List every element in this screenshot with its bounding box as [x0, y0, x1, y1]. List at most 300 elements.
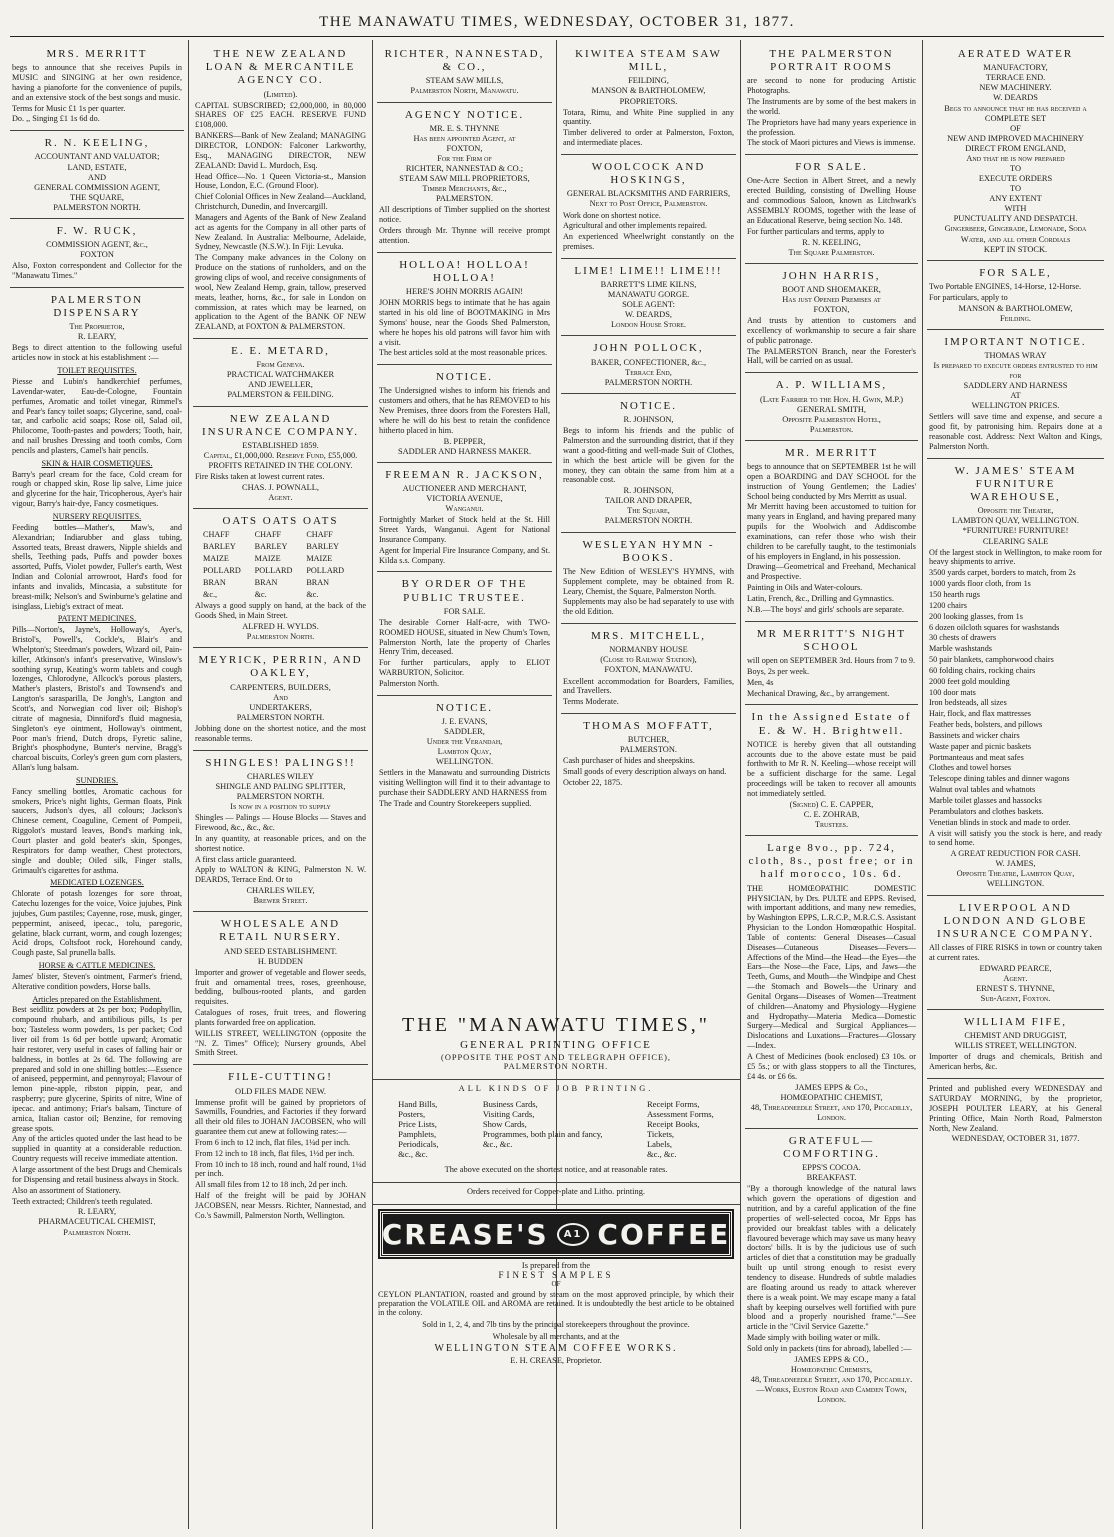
ad-line: LAMBTON QUAY, WELLINGTON.	[951, 516, 1080, 526]
ad-line: Opposite the Theatre,	[977, 506, 1054, 516]
job-column	[483, 1099, 603, 1159]
ad-grid-cell: MAIZE	[254, 554, 281, 564]
ad-line: COMPLETE SET	[984, 113, 1047, 123]
ad-heading: MR. MERRITT	[785, 446, 878, 459]
ad-line: Palmerston North, Manawatu.	[410, 86, 519, 96]
ad-woolcock	[561, 155, 736, 259]
ad-paragraph: Managers and Agents of the Bank of New Zealand act as agents for the Company in all other parts of New Zealand. In Australia: Melbourne, Adelaide, Sydney, Newcastle (N.S.W.). In Fiji: Levuka.	[195, 212, 366, 252]
ad-heading: FOR SALE.	[795, 161, 868, 174]
ad-signature: HOMŒOPATHIC CHEMIST,	[780, 1092, 883, 1102]
column-1	[10, 42, 184, 1529]
ad-pepper	[377, 365, 552, 463]
ad-paragraph: 1200 chairs	[929, 600, 967, 610]
ad-signature: 48, Threadneedle Street, and 170, Piccadilly.—Works, Euston Road and Camden Town, London.	[750, 1374, 913, 1405]
ad-trustee	[377, 572, 552, 695]
section-text: Pills—Norton's, Jayne's, Holloway's, Ayer's, Bristol's, Powell's, Cockle's, Blair's and Whelpton's; Steedman's powders, Wizard oil, Pain-killer, Atkinson's infant's preservative, Winslow's soothing syrup, Keating's worm tablets and cough lozenges, Chlorodyne, Allcock's porous plasters, Mather's plasters, Bristol's and Townsend's and Langton's sarasparilla, De Jongh's, Langton and Scott's, and Norwegian cod liver oil; Bishop's citrate of magnesia, Dinniford's fluid magnesia, Singleton's eye ointment, Holloway's ointment, Poor man's friend, Dutch drops, Fyretic saline, Bright's phosphodyne, Bunter's nervine, Bragg's charcoal biscuits, Corley's green gum corn plasters, Allan's lung balsam.	[12, 625, 182, 773]
ad-paragraph: Venetian blinds in stock and made to order.	[929, 817, 1071, 827]
ad-signature: Trustees.	[814, 820, 849, 830]
ad-line: STEAM SAW MILLS,	[425, 76, 504, 86]
ad-line: Water, and all other Cordials	[960, 234, 1071, 244]
section-title: SUNDRIES.	[75, 775, 119, 785]
ad-paragraph: Head Office—No. 1 Queen Victoria-st., Mansion House, London, E.C. (Ground Floor).	[195, 171, 366, 191]
ad-pollock	[561, 336, 736, 393]
job-item: Show Cards,	[482, 1119, 527, 1129]
ad-agency	[377, 103, 552, 253]
section-title: SKIN & HAIR COSMETIQUES.	[41, 458, 153, 468]
ad-meyrick	[193, 648, 368, 750]
ad-paragraph: 2000 feet gold moulding	[929, 676, 1010, 686]
ad-signature: The Square,	[627, 506, 670, 516]
column-5	[745, 42, 918, 1529]
ad-heading: MR MERRITT'S NIGHT SCHOOL	[756, 627, 907, 653]
ad-signature: PALMERSTON NORTH.	[604, 516, 693, 526]
job-item: Visiting Cards,	[482, 1109, 535, 1119]
section-text: Feeding bottles—Mather's, Maw's, and Alexandrian; Indiarubber and glass tubing, Assorted teats, Breast drawers, Nipple shields and shells, Teething pads, Puffs and powder boxes assorted, Puffs, Violet powder, Fuller's earth, West Indian and Colonial arrowroot, Hard's food for infants and invalids, Mincasia, a substitute for breast-milk; Nelson's and Swinburne's gelatine and isinglass, Liebig's extract of meat.	[12, 522, 182, 611]
ad-paragraph: From 12 inch to 18 inch, flat files, 1½d per inch.	[195, 1148, 355, 1158]
ad-line: BARRETT'S LIME KILNS,	[600, 280, 697, 290]
ad-heading: AERATED WATER	[957, 48, 1074, 60]
ad-paragraph: Any of the articles quoted under the last head to be supplied in quantity at a considerable reduction. Country requests will receive immediate attention.	[12, 1134, 182, 1164]
ad-line: *FURNITURE! FURNITURE!	[962, 526, 1069, 536]
ad-paragraph: Half of the freight will be paid by JOHAN JACOBSEN, near Messrs. Richter, Nannestad, and Co.'s Sawmill, Palmerston North, Wellington.	[195, 1191, 366, 1220]
section-text: James' blister, Steven's ointment, Farmer's friend, Alterative condition powders, Horse balls.	[12, 971, 182, 991]
ad-paragraph: begs to announce that on SEPTEMBER 1st he will open a BOARDING and DAY SCHOOL for the instruction of Young Gentlemen; the Ladies' School being conducted by Mrs Merritt as usual.	[747, 462, 916, 501]
section-text: Piesse and Lubin's handkerchief perfumes, Lavendar-water, Eau-de-Cologne, Fountain perfumes, Aromatic and toilet vinegar, Rimmel's and Pear's fancy toilet soaps; Glycerine, sand, coal-tar, and carbolic acid soaps; Rose oil, Salad oil, Philocome, Tooth-pastes and powders; Tooth, hair, and nail brushes Dressing and tooth combs, Corn pencils and plasters, Camel's hair pencils.	[12, 377, 182, 455]
ad-line: AT	[1010, 391, 1021, 401]
ad-line: LAND, ESTATE,	[67, 162, 127, 172]
section-text: Barry's pearl cream for the face, Cold cream for rough or chapped skin, Rose lip salve, Lime juice and glycerine for the hair, Tricopherous, Ayer's hair vigour, Barry's hair-dye, Fancy cosmetiques.	[12, 469, 182, 509]
job-item: Receipt Forms,	[646, 1099, 700, 1109]
ad-signature: JAMES EPPS & CO.,	[794, 1354, 869, 1364]
ad-line: BREAKFAST.	[806, 1173, 857, 1183]
ad-paragraph: Perambulators and clothes baskets.	[929, 806, 1044, 816]
ad-line: PALMERSTON NORTH.	[236, 712, 325, 722]
ad-line: SOLE AGENT:	[622, 300, 675, 310]
ad-wray	[927, 330, 1104, 459]
ad-line: THE SQUARE,	[70, 192, 124, 202]
ad-line: VICTORIA AVENUE,	[426, 494, 503, 504]
ad-james	[927, 459, 1104, 896]
ad-paragraph: Terms for Music £1 1s per quarter.	[12, 103, 126, 113]
ad-line: PROFITS RETAINED IN THE COLONY.	[208, 461, 353, 471]
crease-finest: FINEST SAMPLES	[498, 1270, 614, 1280]
ad-heading: KIWITEA STEAM SAW MILL,	[575, 48, 722, 74]
ad-paragraph: For particulars, apply to	[929, 292, 1008, 302]
ad-signature: R. LEARY,	[77, 1207, 117, 1217]
ad-line: R. JOHNSON,	[623, 415, 674, 425]
ad-line: THOMAS WRAY	[984, 350, 1047, 360]
ad-line: Is now in a position to supply	[230, 802, 331, 812]
ad-paragraph: Iron bedsteads, all sizes	[929, 698, 1007, 708]
ad-paragraph: The Proprietors have had many years experience in the profession.	[747, 117, 916, 137]
job-item: Assessment Forms,	[646, 1109, 714, 1119]
job-item: Receipt Books,	[646, 1119, 700, 1129]
section-text: Best seidlitz powders at 2s per box; Podophyllin, compound rhubarb, and antibilious pills, 1s per box; Tasteless worm powders, 1s per packet; Cod liver oil from 1s 6d per bottle upward; Aromatic hair restorer, very useful in cases of falling hair or baldness, in bottles at 2s 6d. The following are prepared and sold in one shilling bottles:—Essence of aniseed, peppermint, and pennyroyal; Flavour of lemon pine-apple, ribston pippin, pear, and raspberry; pure glycerine, Spirits of nitre, Wine of ipecac. and antimony; Friar's balsam, Tincture of arnica, Italian castor oil; Benzine, for removing grease spots.	[12, 1005, 182, 1133]
ad-heading: MEYRICK, PERRIN, AND OAKLEY,	[198, 654, 363, 680]
ad-line: BOOT AND SHOEMAKER,	[782, 284, 881, 294]
ad-paragraph: CAPITAL SUBSCRIBED; £2,000,000, in 80,000 SHARES OF £25 EACH. RESERVE FUND £108,000.	[195, 100, 366, 130]
ad-homeopathic	[745, 836, 918, 1129]
ad-line: WELLINGTON.	[435, 757, 494, 767]
ad-line: COMMISSION AGENT, &c.,	[46, 240, 148, 250]
ad-grid-cell: CHAFF	[254, 530, 282, 540]
ad-heading: WHOLESALE AND RETAIL NURSERY.	[219, 918, 342, 944]
ad-line: GENERAL SMITH,	[796, 404, 866, 414]
ad-paragraph: A large assortment of the best Drugs and Chemicals for Dispensing and retail business always in Stock.	[12, 1164, 182, 1184]
section-title: Articles prepared on the Establishment.	[32, 994, 162, 1004]
ad-paragraph: Apply to WALTON & KING, Palmerston N. W. DEARDS, Terrace End. Or to	[195, 865, 366, 885]
ad-paragraph: From 10 inch to 18 inch, round and half round, 1¼d per inch.	[195, 1159, 366, 1179]
ad-paragraph: Portmanteaus and meat safes	[929, 752, 1024, 762]
ad-line: KEPT IN STOCK.	[983, 244, 1048, 254]
ad-signature: R. N. KEELING,	[802, 237, 861, 247]
ad-heading: FREEMAN R. JACKSON,	[385, 468, 544, 481]
ad-grid-cell: CHAFF	[203, 530, 230, 540]
ad-line: PALMERSTON & FEILDING.	[227, 390, 334, 400]
ad-grid-row	[203, 554, 358, 564]
ad-paragraph: Shingles — Palings — House Blocks — Staves and Firewood, &c., &c., &c.	[195, 813, 366, 832]
crease-left: CREASE'S	[381, 1217, 549, 1251]
ad-grid-cell: BRAN	[203, 577, 226, 587]
ad-heading: NOTICE.	[619, 399, 678, 412]
ad-paragraph: Begs to direct attention to the following useful articles now in stock at his establishment :—	[12, 343, 182, 363]
section-title: NURSERY REQUISITES.	[52, 511, 142, 521]
ad-heading: THE PALMERSTON PORTRAIT ROOMS	[769, 48, 894, 74]
ad-grid-cell: MAIZE	[203, 554, 229, 564]
office-place: PALMERSTON NORTH.	[503, 1062, 609, 1071]
ad-grid-row	[203, 566, 358, 576]
job-item: Labels,	[646, 1139, 672, 1149]
ad-loan	[193, 42, 368, 339]
job-item: Price Lists,	[398, 1119, 437, 1129]
printing-office-ad	[372, 1014, 740, 1365]
ad-line: AND SEED ESTABLISHMENT.	[224, 946, 337, 956]
ad-paragraph: "By a thorough knowledge of the natural laws which govern the operations of digestion and nutrition, and by a careful application of the fine properties of well-selected cocoa, Mr Epps has provided our breakfast tables with a delicately flavoured beverage which may save us many heavy doctors' bills. It is by the judicious use of such articles of diet that a constitution may be gradually built up until strong enough to resist every tendency to disease. Hundreds of subtle maladies are floating around us ready to attack wherever there is a weak point. We may escape many a fatal shaft by keeping ourselves well fortified with pure blood and a properly nourished frame."—See article in the "Civil Service Gazette."	[747, 1184, 916, 1332]
ad-line: Has just Opened Premises at	[782, 294, 881, 304]
ad-line: PALMERSTON.	[619, 745, 677, 755]
crease-sold: Sold in 1, 2, 4, and 7lb tins by the principal storekeepers throughout the province.	[422, 1320, 690, 1329]
ad-paragraph: Drawing—Geometrical and Freehand, Mechanical and Prospective.	[747, 562, 916, 582]
ad-budden	[193, 912, 368, 1065]
ad-paragraph: Mechanical Drawing, &c., by arrangement.	[747, 688, 890, 698]
ad-line: OF	[1010, 123, 1021, 133]
ad-aerated	[927, 42, 1104, 261]
column-rule	[188, 40, 189, 1529]
office-opposite: (OPPOSITE THE POST AND TELEGRAPH OFFICE),	[441, 1053, 671, 1062]
ad-line: DIRECT FROM ENGLAND,	[965, 143, 1066, 153]
ad-signature: Opposite Theatre, Lambton Quay,	[956, 869, 1075, 879]
office-kinds: ALL KINDS OF JOB PRINTING.	[458, 1084, 654, 1093]
ad-paragraph: Settlers in the Manawatu and surrounding Districts visiting Wellington will find it to their advantage to purchase their SADDLERY AND HARNESS from	[379, 768, 550, 798]
column-3	[377, 42, 552, 977]
ad-paragraph: All classes of FIRE RISKS in town or country taken at current rates.	[929, 943, 1102, 962]
ad-line: H. BUDDEN	[257, 956, 304, 966]
ad-paragraph: An experienced Wheelwright constantly on the premises.	[563, 232, 734, 252]
ad-line: FOXTON,	[813, 305, 850, 315]
ad-paragraph: Teeth extracted; Children's teeth regulated.	[12, 1196, 153, 1206]
ad-line: CLEARING SALE	[982, 536, 1049, 546]
ad-signature: B. PEPPER,	[443, 436, 486, 446]
ad-line: AUCTIONEER AND MERCHANT,	[402, 483, 527, 493]
ad-paragraph: The Instruments are by some of the best makers in the world.	[747, 97, 916, 116]
ad-fife	[927, 1010, 1104, 1079]
ad-paragraph: 1000 yards floor cloth, from 1s	[929, 579, 1031, 589]
ad-paragraph: Also, Foxton correspondent and Collector for the "Manawatu Times."	[12, 261, 182, 281]
ad-imprint	[927, 1079, 1104, 1149]
ad-signature: ERNEST S. THYNNE,	[976, 983, 1055, 993]
ad-paragraph: The New Edition of WESLEY'S HYMNS, with Supplement complete, may be obtained from R. Leary, Chemist, the Square, Palmerston North.	[563, 566, 734, 596]
ad-paragraph: Two Portable ENGINES, 14-Horse, 12-Horse.	[929, 281, 1082, 291]
job-item: Tickets,	[646, 1129, 675, 1139]
ad-paragraph: 100 door mats	[929, 687, 976, 697]
ad-paragraph: Marble washstands	[929, 644, 992, 654]
ad-paragraph: begs to announce that she receives Pupils in MUSIC and SINGING at her own residence, having a pianoforte for the convenience of pupils, and an extensive stock of the best songs and music.	[12, 63, 182, 102]
masthead-rule	[10, 36, 1104, 37]
ad-line: FOXTON,	[446, 143, 483, 153]
ad-engines	[927, 261, 1104, 330]
ad-signature: 48, Threadneedle Street, and 170, Piccadilly, London.	[750, 1102, 913, 1122]
ad-line: FEILDING,	[628, 76, 669, 86]
ad-metard	[193, 339, 368, 407]
ad-signature: W. JAMES,	[995, 859, 1036, 869]
ad-paragraph: Made simply with boiling water or milk.	[747, 1333, 881, 1343]
ad-line: (Limited).	[263, 89, 298, 99]
ad-line: Terrace End,	[625, 367, 672, 377]
ad-signature: JAMES EPPS & Co.,	[795, 1082, 868, 1092]
ad-holloa	[377, 253, 552, 366]
ad-line: MANAWATU GORGE.	[607, 290, 690, 300]
ad-oats	[193, 509, 368, 648]
ad-paragraph: N.B.—The boys' and girls' schools are separate.	[747, 604, 904, 614]
ad-paragraph: Fire Risks taken at lowest current rates.	[195, 472, 325, 482]
ad-paragraph: All small files from 12 to 18 inch, 2d per inch.	[195, 1180, 348, 1190]
ad-paragraph: 60 folding chairs, rocking chairs	[929, 665, 1036, 675]
ad-line: EXECUTE ORDERS	[978, 174, 1053, 184]
ad-line: Begs to announce that he has received a	[944, 103, 1087, 113]
ad-line: SADDLERY AND HARNESS	[963, 381, 1068, 391]
ad-signature: Agent.	[1003, 973, 1028, 983]
ad-heading: WESLEYAN HYMN - BOOKS.	[582, 538, 715, 564]
ad-line: W. DEARDS,	[625, 310, 672, 320]
ad-line: (Close to Railway Station),	[600, 655, 697, 665]
job-column	[398, 1099, 438, 1159]
ad-paragraph: Boys, 2s per week.	[747, 666, 810, 676]
ad-paragraph: 3500 yards carpet, borders to match, from 2s	[929, 568, 1076, 578]
section-text: Fancy smelling bottles, Aromatic cachous for smokers, Price's night lights, German floats, Pink saucers, Judson's dyes, all colours; Jackson's Chinese cement, Coaguline, Cement of Pompeii, Riggolot's mustard leaves, Bond's marking ink, Court plaster and gold beater's skin, Sponges, Respirators for damp weather, Chest protectors, single and double; Oiled silk, Finger stalls, Grimault's cigarettes for asthma.	[12, 786, 182, 875]
ad-grid-cell: &c.,	[203, 589, 218, 599]
ad-line: EPPS'S COCOA.	[802, 1163, 861, 1173]
ad-signature: EDWARD PEARCE,	[979, 963, 1052, 973]
ad-harris	[745, 264, 918, 374]
ad-line: PALMERSTON NORTH.	[236, 791, 325, 801]
ad-line: The Proprietor,	[69, 322, 125, 332]
ad-paragraph: 30 chests of drawers	[929, 633, 997, 643]
ad-line: From Geneva.	[256, 360, 305, 370]
ad-line: PALMERSTON NORTH.	[604, 377, 693, 387]
ad-jackson	[377, 463, 552, 573]
ad-paragraph: Painting in Oils and Water-colours.	[747, 583, 863, 593]
ad-heading: BY ORDER OF THE PUBLIC TRUSTEE.	[401, 578, 528, 604]
ad-mitchell	[561, 624, 736, 714]
ad-paragraph: Also an assortment of Stationery.	[12, 1185, 121, 1195]
ad-lime	[561, 259, 736, 337]
ad-grid-cell: BRAN	[254, 577, 278, 587]
ad-paragraph: BANKERS—Bank of New Zealand; MANAGING DIRECTOR, LONDON: Falconer Larkworthy, Esq., MANAGING DIRECTOR, NEW ZEALAND: David L. Murdoch, Esq.	[195, 131, 366, 170]
ad-heading: E. E. METARD,	[231, 345, 330, 358]
ad-line: Capital, £1,000,000. Reserve Fund, £55,000.	[203, 451, 358, 460]
ad-paragraph: 200 looking glasses, from 1s	[929, 611, 1023, 621]
ad-paragraph: Small goods of every description always on hand.	[563, 767, 727, 777]
crease-works: WELLINGTON STEAM COFFEE WORKS.	[434, 1343, 678, 1354]
ad-grid-cell: CHAFF	[306, 530, 333, 540]
ad-paragraph: The desirable Corner Half-acre, with TWO-ROOMED HOUSE, situated in New Chum's Town, Palmerston North, late the property of Charles Henry Trim, deceased.	[379, 617, 550, 657]
ad-line: PRACTICAL WATCHMAKER	[226, 370, 335, 380]
ad-signature: ALFRED H. WYLDS.	[242, 622, 319, 632]
ad-line: And that he is now prepared	[966, 153, 1065, 163]
ad-grid-cell: POLLARD	[203, 565, 241, 575]
ad-line: GENERAL BLACKSMITHS AND FARRIERS,	[566, 189, 731, 199]
ad-heading: MRS. MERRITT	[46, 48, 148, 60]
ad-line: MANUFACTORY,	[983, 63, 1048, 73]
ad-richter	[377, 42, 552, 103]
ad-keeling	[10, 131, 184, 219]
ad-liverpool	[927, 896, 1104, 1011]
ad-signature: MANSON & BARTHOLOMEW,	[958, 303, 1073, 313]
ad-heading: AGENCY NOTICE.	[404, 108, 525, 121]
ad-signature: The Square Palmerston.	[788, 247, 875, 257]
crease-prepared: Is prepared from the	[521, 1261, 591, 1270]
ad-signature: C. E. ZOHRAB,	[803, 809, 860, 819]
ad-paragraph: Walnut oval tables and whatnots	[929, 785, 1036, 795]
ad-merritt	[10, 42, 184, 131]
ad-paragraph: The Undersigned wishes to inform his friends and customers and others, that he has REMOVED to his New Premises, three doors from the Foresters Hall, where he will do his best to retain the confidence hitherto placed in him.	[379, 386, 550, 435]
ad-line: FOR SALE.	[443, 606, 486, 616]
job-list	[376, 1099, 736, 1159]
ad-line: Is prepared to execute orders entrusted to him for	[933, 360, 1098, 381]
ad-paragraph: The PALMERSTON Branch, near the Forester's Hall, will be carried on as usual.	[747, 346, 916, 366]
ad-heading: NOTICE.	[435, 371, 494, 384]
ad-heading: LIVERPOOL AND LONDON AND GLOBE INSURANCE COMPANY.	[936, 901, 1095, 940]
ad-grid-cell: BRAN	[306, 577, 330, 587]
ad-line: ANY EXTENT	[989, 194, 1042, 204]
ad-portrait	[745, 42, 918, 155]
ad-line: Timber Merchants, &c.,	[422, 184, 507, 194]
ad-signature: WELLINGTON.	[986, 879, 1045, 889]
ad-paragraph: Importer of drugs and chemicals, British and American herbs, &c.	[929, 1052, 1102, 1072]
ad-grid-row	[203, 530, 358, 540]
ad-paragraph: Terms Moderate.	[563, 697, 619, 707]
ad-line: BAKER, CONFECTIONER, &c.,	[590, 357, 707, 367]
ad-dispensary	[10, 288, 184, 1243]
ad-heading: Large 8vo., pp. 724, cloth, 8s., post free; or in half morocco, 10s. 6d.	[748, 842, 915, 881]
ad-heading: HOLLOA! HOLLOA! HOLLOA!	[399, 258, 530, 284]
job-item: Posters,	[398, 1109, 426, 1119]
ad-heading: FILE-CUTTING!	[228, 1071, 333, 1084]
ad-paragraph: Waste paper and picnic baskets	[929, 741, 1032, 751]
ad-paragraph: Excellent accommodation for Boarders, Families, and Travellers.	[563, 676, 734, 696]
office-subtitle: GENERAL PRINTING OFFICE	[460, 1039, 652, 1051]
ad-paragraph: Always a good supply on hand, at the back of the Goods Shed, in Main Street.	[195, 601, 366, 621]
ad-paragraph: Mr Merritt having been accustomed to tuition for many years in England, and having prepared many pupils for the Woolwich and Addiscombe examinations, can refer those who wish their children to be carefully taught, to the testimonials of his employers in England, in his possession.	[747, 502, 916, 561]
crease-proprietor: E. H. CREASE, Proprietor.	[510, 1356, 602, 1365]
ad-line: London House Store.	[611, 320, 686, 330]
ad-paragraph: Feather beds, bolsters, and pillows	[929, 720, 1043, 730]
ad-paragraph: Catalogues of roses, fruit trees, and flowering plants forwarded free on application.	[195, 1008, 366, 1027]
ad-line: W. DEARDS	[993, 93, 1038, 103]
ad-signature: CHARLES WILEY,	[246, 886, 315, 896]
ad-signature: WEDNESDAY, OCTOBER 31, 1877.	[951, 1134, 1080, 1144]
ad-grid-cell: &c.	[254, 589, 267, 599]
ad-line: PUNCTUALITY AND DESPATCH.	[953, 214, 1078, 224]
ad-line: ACCOUNTANT AND VALUATOR;	[34, 152, 160, 162]
ad-paragraph: NOTICE is hereby given that all outstanding accounts due to the above estate must be paid forthwith to Mr R. N. Keeling—whose receipt will be a sufficient discharge for the same. Legal proceedings will be taken to recover all amounts not immediately settled.	[747, 739, 916, 799]
ad-paragraph: Palmerston North.	[379, 678, 440, 688]
ad-line: HERE'S JOHN MORRIS AGAIN!	[405, 287, 524, 297]
job-item: &c., &c.	[398, 1149, 428, 1159]
column-4	[561, 42, 736, 977]
section-title: TOILET REQUISITES.	[57, 366, 137, 376]
ad-signature: Homœopathic Chemists,	[790, 1364, 873, 1374]
ad-grid-cell: BARLEY	[203, 542, 236, 552]
ad-heading: IMPORTANT NOTICE.	[944, 335, 1087, 348]
ad-line: CHARLES WILEY	[246, 771, 315, 781]
crease-right: COFFEE	[597, 1217, 731, 1251]
ad-heading: OATS OATS OATS	[222, 515, 339, 528]
job-item: Programmes, both plain and fancy,	[482, 1129, 603, 1139]
ad-paragraph: From 6 inch to 12 inch, flat files, 1¼d per inch.	[195, 1137, 351, 1147]
ad-paragraph: Telescope dining tables and dinner wagons	[929, 774, 1070, 784]
ad-line: FOXTON	[80, 250, 114, 260]
ad-grid-row	[203, 578, 358, 588]
column-6	[927, 42, 1104, 1529]
ad-line: Next to Post Office, Palmerston.	[589, 199, 708, 209]
ad-williams	[745, 373, 918, 441]
ad-heading: W. JAMES' STEAM FURNITURE WAREHOUSE,	[954, 464, 1077, 504]
ad-line: FOXTON, MANAWATU.	[604, 665, 693, 675]
ad-line: Lambton Quay,	[437, 747, 492, 757]
ad-signature: TAILOR AND DRAPER,	[604, 496, 693, 506]
ad-line: Wanganui.	[445, 504, 484, 514]
ad-signature: Brewer Street.	[253, 896, 308, 906]
ad-heading: FOR SALE,	[979, 266, 1052, 279]
ad-line: Has been appointed Agent, at	[413, 133, 516, 143]
crease-wholesale: Wholesale by all merchants, and at the	[492, 1332, 620, 1341]
ad-heading: PALMERSTON DISPENSARY	[50, 293, 144, 320]
ad-grid-cell: MAIZE	[306, 554, 333, 564]
ad-heading: In the Assigned Estate of E. & W. H. Brightwell.	[751, 711, 912, 737]
ad-grid-cell: POLLARD	[306, 565, 345, 575]
crease-badge: A1	[557, 1223, 590, 1246]
column-rule	[922, 40, 923, 1529]
ad-paragraph: Cash purchaser of hides and sheepskins.	[563, 756, 695, 766]
office-orders: Orders received for Copper-plate and Litho. printing.	[467, 1187, 645, 1196]
ad-line: BUTCHER,	[627, 735, 670, 745]
ad-paragraph: are second to none for producing Artistic Photographs.	[747, 76, 916, 96]
ad-paragraph: Sold only in packets (tins for abroad), labelled :—	[747, 1343, 912, 1353]
ad-paragraph: And trusts by attention to customers and excellency of workmanship to secure a fair share of public patronage.	[747, 316, 916, 345]
ad-signature: Palmerston North.	[63, 1227, 131, 1237]
ad-line: (Late Farrier to the Hon. H. Gwin, M.P.)	[759, 394, 903, 404]
ad-heading: WILLIAM FIFE,	[964, 1016, 1067, 1029]
ad-estate	[745, 705, 918, 836]
ad-line: PROPRIETORS.	[619, 96, 678, 106]
column-2	[193, 42, 368, 1529]
ad-paragraph: Orders through Mr. Thynne will receive prompt attention.	[379, 226, 550, 245]
ad-signature: (Signed) C. E. CAPPER,	[789, 799, 874, 809]
crease-coffee-banner	[380, 1211, 732, 1257]
ad-paragraph: Importer and grower of vegetable and flower seeds, fruit and ornamental trees, roses, greenhouse, bedding, bulbous-rooted plants, and garden requisites.	[195, 967, 366, 1007]
ad-paragraph: Men, 4s	[747, 677, 774, 687]
